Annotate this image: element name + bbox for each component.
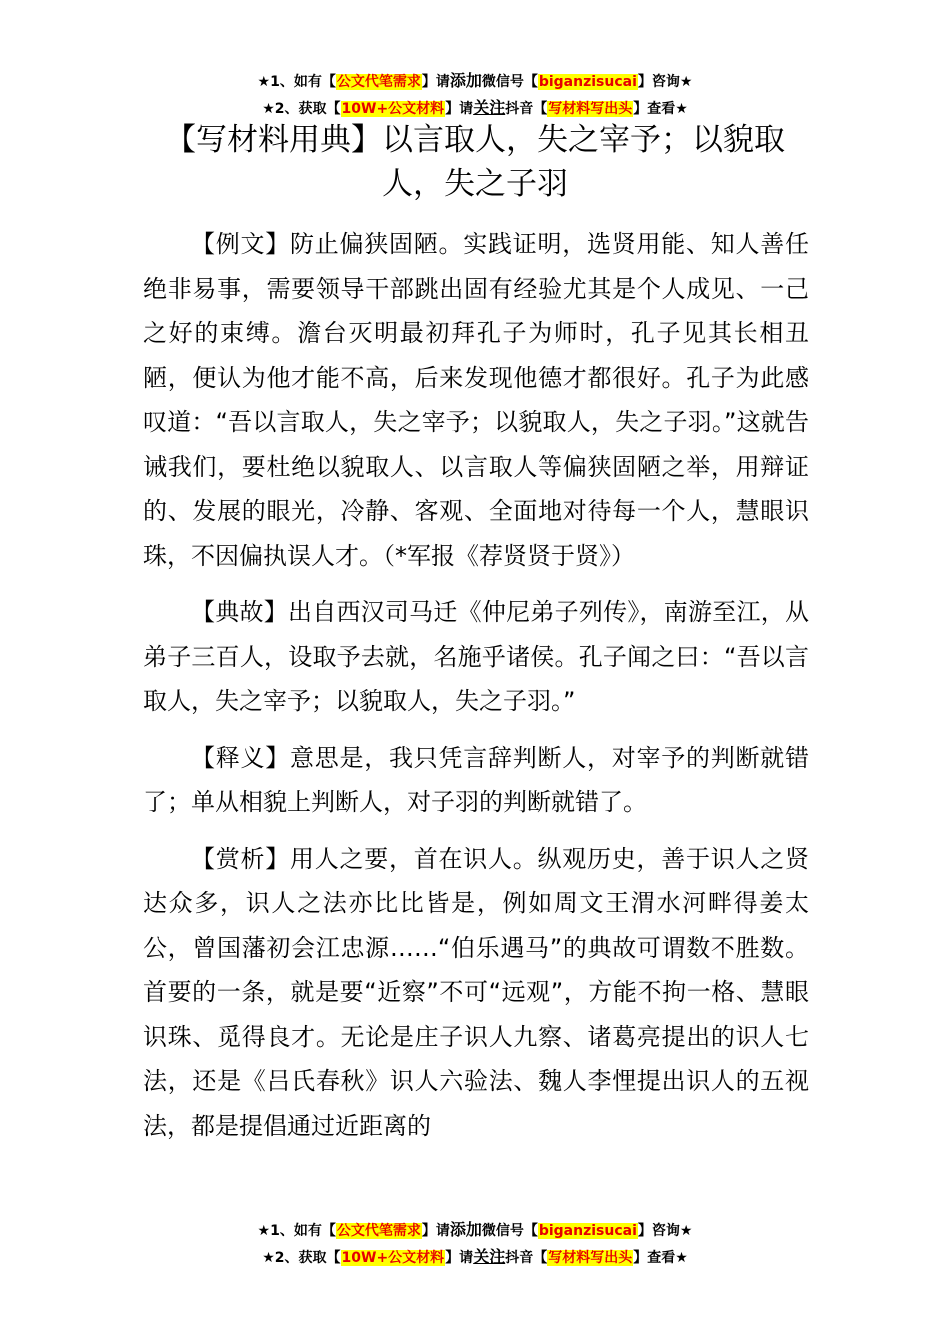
banner-text: 微信号【 bbox=[481, 1223, 538, 1239]
banner-emphasis: 关注 bbox=[473, 98, 506, 117]
banner-emphasis: 添加 bbox=[449, 1220, 482, 1239]
banner-highlight: 10W+公文材料 bbox=[341, 101, 445, 117]
document-body bbox=[143, 222, 809, 1160]
banner-emphasis: 添加 bbox=[449, 71, 482, 90]
banner-highlight: 写材料写出头 bbox=[548, 101, 633, 117]
banner-highlight: 公文代笔需求 bbox=[336, 74, 421, 90]
paragraph-allusion: 【典故】出自西汉司马迁《仲尼弟子列传》，南游至江，从弟子三百人，设取予去就，名施乎诸侯。孔子闻之曰：“吾以言取人，失之宰予；以貌取人，失之子羽。” bbox=[143, 598, 809, 715]
banner-line-1 bbox=[0, 1217, 950, 1244]
banner-text: 】请 bbox=[421, 74, 450, 90]
paragraph-analysis: 【赏析】用人之要，首在识人。纵观历史，善于识人之贤达众多，识人之法亦比比皆是，例如周文王渭水河畔得姜太公，曾国藩初会江忠源……“伯乐遇马”的典故可谓数不胜数。首要的一条，就是要“近察”不可“远观”，方能不拘一格、慧眼识珠、觅得良才。无论是庄子识人九察、诸葛亮提出的识人七法，还是《吕氏春秋》识人六验法、魏人李悝提出识人的五视法，都是提倡通过近距离的 bbox=[143, 844, 809, 1140]
banner-text: 抖音【 bbox=[505, 101, 548, 117]
banner-highlight: 写材料写出头 bbox=[548, 1250, 633, 1266]
banner-emphasis: 关注 bbox=[473, 1247, 506, 1266]
banner-text: 抖音【 bbox=[505, 1250, 548, 1266]
banner-text: 】查看★ bbox=[633, 101, 688, 117]
banner-text: 微信号【 bbox=[481, 74, 538, 90]
banner-line-2 bbox=[0, 1244, 950, 1271]
banner-text: 】咨询★ bbox=[637, 74, 693, 90]
banner-highlight: 10W+公文材料 bbox=[341, 1250, 445, 1266]
footer-banner bbox=[0, 1217, 950, 1271]
banner-text: 】请 bbox=[445, 101, 474, 117]
page-title: 【写材料用典】以言取人，失之宰予；以貌取人，失之子羽 bbox=[165, 122, 785, 202]
banner-highlight: 公文代笔需求 bbox=[336, 1223, 421, 1239]
banner-text: ★2、获取【 bbox=[262, 1250, 341, 1266]
paragraph-example: 【例文】防止偏狭固陋。实践证明，选贤用能、知人善任绝非易事，需要领导干部跳出固有经验尤其是个人成见、一己之好的束缚。澹台灭明最初拜孔子为师时，孔子见其长相丑陋，便认为他才能不高，后来发现他德才都很好。孔子为此感叹道：“吾以言取人，失之宰予；以貌取人，失之子羽。”这就告诫我们，要杜绝以貌取人、以言取人等偏狭固陋之举，用辩证的、发展的眼光，冷静、客观、全面地对待每一个人，慧眼识珠，不因偏执误人才。（*军报《荐贤贤于贤》） bbox=[143, 230, 809, 570]
banner-text: 】请 bbox=[445, 1250, 474, 1266]
banner-text: ★1、如有【 bbox=[257, 1223, 336, 1239]
banner-highlight: biganzisucai bbox=[538, 1223, 637, 1239]
banner-text: 】请 bbox=[421, 1223, 450, 1239]
banner-text: 】查看★ bbox=[633, 1250, 688, 1266]
banner-line-1 bbox=[0, 68, 950, 95]
header-banner bbox=[0, 68, 950, 122]
banner-text: 】咨询★ bbox=[637, 1223, 693, 1239]
banner-highlight: biganzisucai bbox=[538, 74, 637, 90]
banner-text: ★1、如有【 bbox=[257, 74, 336, 90]
banner-text: ★2、获取【 bbox=[262, 101, 341, 117]
paragraph-meaning: 【释义】意思是，我只凭言辞判断人，对宰予的判断就错了；单从相貌上判断人，对子羽的判断就错了。 bbox=[143, 743, 809, 816]
